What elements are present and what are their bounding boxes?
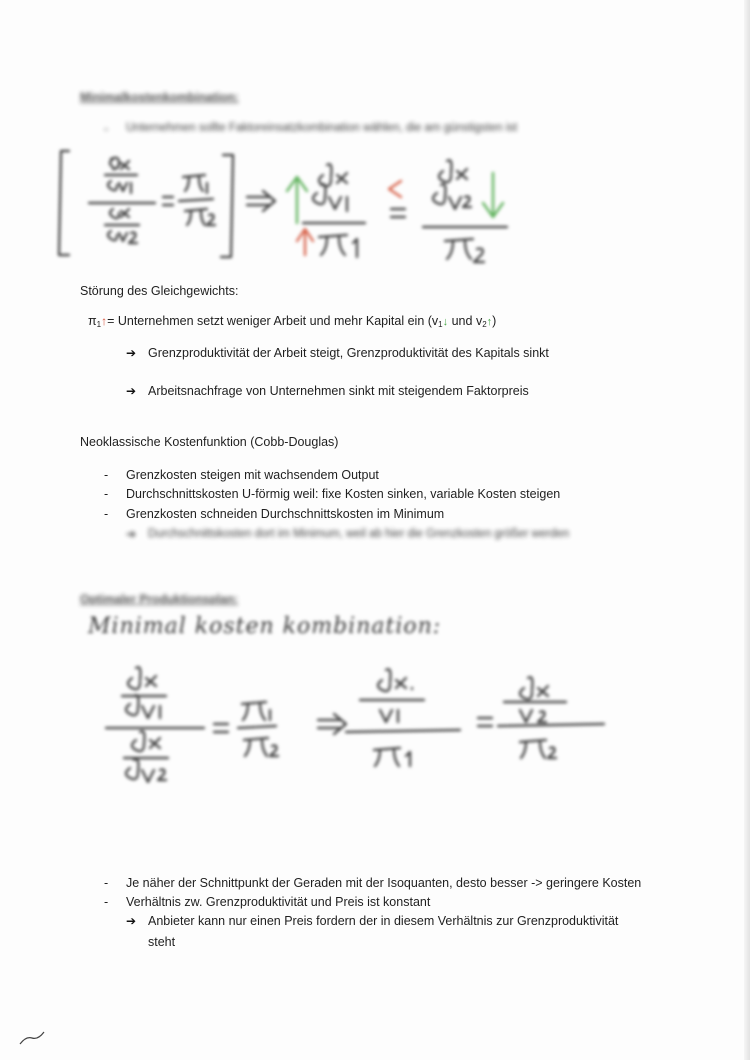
section1-bullet-text: Unternehmen sollte Faktoreinsatzkombination wählen, die am günstigsten ist bbox=[126, 122, 518, 134]
bottom-bullet-1: Je näher der Schnittpunkt der Geraden mit der Isoquanten, desto besser -> geringere Kosten bbox=[126, 876, 642, 890]
arrow-down-green-icon: ↓ bbox=[442, 316, 449, 328]
neoclassic-bullet-3: Grenzkosten schneiden Durchschnittskosten im Minimum bbox=[126, 507, 445, 521]
bullet-dash: - bbox=[104, 895, 109, 909]
pi-line-text: = Unternehmen setzt weniger Arbeit und mehr Kapital ein (v bbox=[107, 314, 439, 328]
arrow-right-icon: ➔ bbox=[126, 384, 137, 398]
arrow-right-icon: ➔ bbox=[126, 527, 137, 541]
handwritten-title: Minimal kosten kombination: bbox=[88, 614, 442, 639]
section-heading-optimaler-produktionsplan: Optimaler Produktionsplan: bbox=[80, 592, 239, 606]
bullet-dash: - bbox=[104, 122, 109, 136]
pi-symbol: π bbox=[88, 314, 97, 328]
bullet-dash: - bbox=[104, 876, 109, 890]
disturbance-arrow-2-text: Arbeitsnachfrage von Unternehmen sinkt mit steigendem Faktorpreis bbox=[148, 384, 529, 398]
bottom-arrow-line-1: Anbieter kann nur einen Preis fordern der in diesem Verhältnis zur Grenzproduktivität bbox=[148, 914, 619, 928]
pi-line bbox=[88, 314, 496, 329]
close-paren: ) bbox=[492, 314, 497, 328]
arrow-right-icon: ➔ bbox=[126, 346, 137, 360]
handwritten-formula-2 bbox=[100, 660, 620, 800]
bullet-dash: - bbox=[104, 468, 109, 482]
arrow-up-green-icon: ↑ bbox=[486, 316, 493, 328]
v2-subscript: 2 bbox=[482, 320, 487, 329]
bottom-arrow-line-2: steht bbox=[148, 935, 176, 949]
pen-mark-icon bbox=[18, 1030, 48, 1046]
bullet-dash: - bbox=[104, 487, 109, 501]
disturbance-arrow-1-text: Grenzproduktivität der Arbeit steigt, Grenzproduktivität des Kapitals sinkt bbox=[148, 346, 549, 360]
neoclassic-bullet-2: Durchschnittskosten U-förmig weil: fixe Kosten sinken, variable Kosten steigen bbox=[126, 487, 561, 501]
pi-subscript: 1 bbox=[96, 320, 102, 329]
arrow-right-icon: ➔ bbox=[126, 914, 137, 928]
disturbance-heading: Störung des Gleichgewichts: bbox=[80, 284, 239, 298]
handwritten-formula-1 bbox=[55, 145, 525, 270]
v1-subscript: 1 bbox=[438, 320, 443, 329]
bullet-dash: - bbox=[104, 507, 109, 521]
und-v-text: und v bbox=[451, 314, 483, 328]
neoclassic-sub-arrow-text: Durchschnittskosten dort im Minimum, weil ab hier die Grenzkosten größer werden bbox=[148, 528, 570, 540]
page-edge-shadow bbox=[744, 0, 750, 1060]
bottom-bullet-2: Verhältnis zw. Grenzproduktivität und Preis ist konstant bbox=[126, 895, 431, 909]
arrow-up-red-icon: ↑ bbox=[101, 314, 108, 328]
neoclassic-heading: Neoklassische Kostenfunktion (Cobb-Douglas) bbox=[80, 435, 339, 449]
neoclassic-bullet-1: Grenzkosten steigen mit wachsendem Output bbox=[126, 468, 379, 482]
section-heading-minimalkosten: Minimalkostenkombination: bbox=[80, 90, 239, 104]
